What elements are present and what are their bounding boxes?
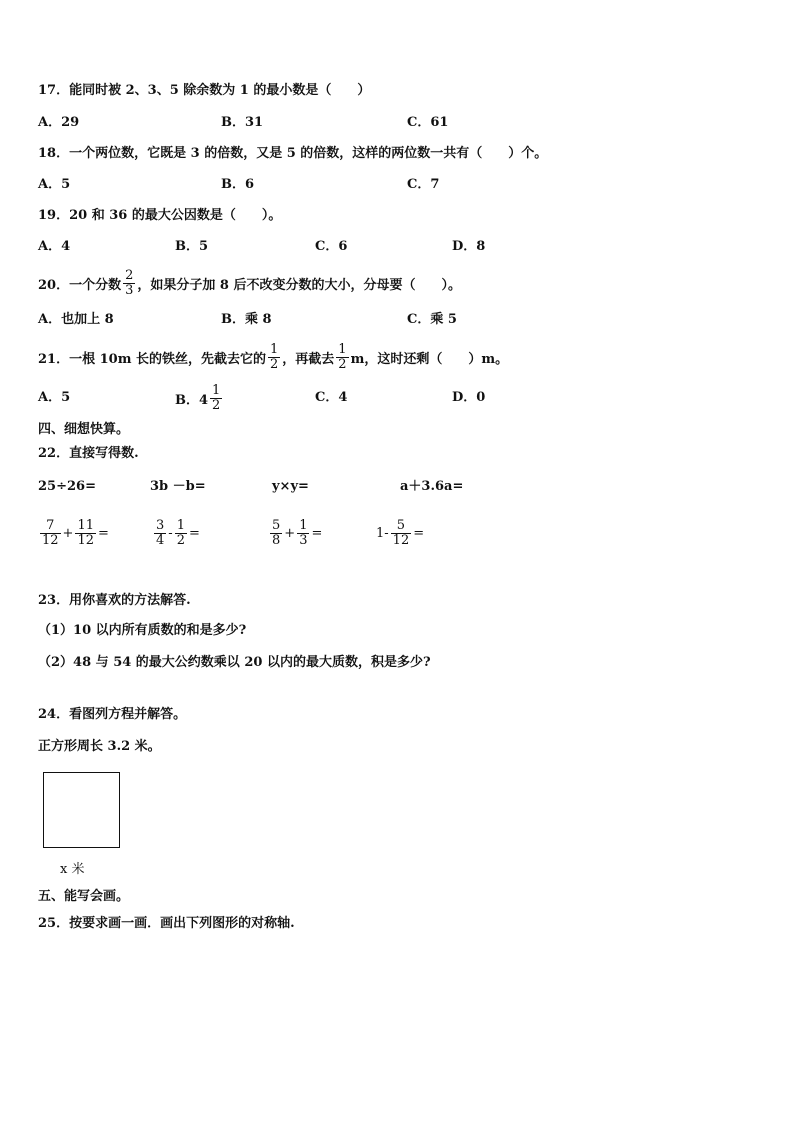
q20-stem [38, 263, 461, 303]
q21-fraction-1 [268, 343, 280, 372]
operator: + [62, 525, 74, 541]
q23-title: 23．用你喜欢的方法解答. [38, 593, 191, 608]
q21-option-a: A．5 [38, 390, 71, 405]
numerator: 5 [396, 517, 406, 533]
q21-stem-middle: ，再截去 [282, 351, 335, 367]
section-5-heading: 五、能写会画。 [38, 889, 130, 904]
q19-option-d: D．8 [452, 239, 486, 254]
q20-option-a: A．也加上 8 [38, 312, 114, 327]
equals-sign: = [311, 525, 323, 541]
q22-expression-2 [152, 513, 200, 553]
operand: 1- [376, 525, 389, 541]
operator: - [168, 525, 173, 541]
numerator: 1 [176, 517, 185, 533]
section-4-heading: 四、细想快算。 [38, 422, 130, 437]
denominator: 12 [42, 532, 59, 548]
q20-stem-end: ，如果分子加 8 后不改变分数的大小，分母要（ ）。 [137, 277, 461, 293]
q21-fraction-2 [336, 343, 348, 372]
numerator: 1 [299, 517, 308, 533]
q21-option-d: D．0 [452, 390, 486, 405]
q17-option-b: B．31 [221, 115, 264, 130]
q21-option-c: C．4 [315, 390, 348, 405]
q20-fraction-denominator: 3 [125, 282, 134, 298]
q21-stem-start: 21．一根 10m 长的铁丝，先截去它的 [38, 351, 266, 367]
q21-option-b-numerator: 1 [212, 382, 221, 398]
q19-option-b: B．5 [175, 239, 209, 254]
q21-fraction-1-denominator: 2 [270, 356, 279, 372]
q21-option-b-whole: B．4 [175, 392, 209, 408]
numerator: 3 [156, 517, 165, 533]
q18-stem: 18．一个两位数，它既是 3 的倍数，又是 5 的倍数，这样的两位数一共有（ ）个。 [38, 146, 548, 161]
q17-stem: 17．能同时被 2、3、5 除余数为 1 的最小数是（ ） [38, 83, 371, 98]
numerator: 5 [272, 517, 281, 533]
denominator: 8 [272, 532, 281, 548]
q19-option-a: A．4 [38, 239, 71, 254]
q18-option-b: B．6 [221, 177, 255, 192]
q22-expression-1 [38, 513, 109, 553]
equals-sign: = [413, 525, 425, 541]
denominator: 4 [156, 532, 165, 548]
q24-title: 24．看图列方程并解答。 [38, 707, 187, 722]
q23-part-1: （1）10 以内所有质数的和是多少? [38, 623, 247, 638]
square-figure [43, 772, 120, 848]
denominator: 2 [176, 532, 185, 548]
square-side-label: x 米 [60, 862, 85, 877]
q22-expression-4 [376, 513, 424, 553]
q24-subtitle: 正方形周长 3.2 米。 [38, 739, 161, 754]
q22-item-2: 3b －b= [150, 479, 206, 494]
q21-fraction-2-numerator: 1 [338, 341, 347, 357]
q21-option-b-fraction [210, 384, 222, 413]
equals-sign: = [188, 525, 200, 541]
q22-item-1: 25÷26= [38, 479, 96, 494]
q19-stem: 19．20 和 36 的最大公因数是（ ）。 [38, 208, 282, 223]
numerator: 7 [46, 517, 55, 533]
denominator: 12 [77, 532, 94, 548]
q22-expression-3 [268, 513, 322, 553]
q21-option-b-denominator: 2 [212, 397, 221, 413]
q20-fraction [123, 269, 135, 298]
q20-option-b: B．乘 8 [221, 312, 272, 327]
q20-fraction-numerator: 2 [125, 267, 134, 283]
q21-stem [38, 337, 508, 377]
q22-title: 22．直接写得数. [38, 446, 139, 461]
q17-option-a: A．29 [38, 115, 80, 130]
q22-item-4: a＋3.6a= [400, 479, 464, 494]
q18-option-c: C．7 [407, 177, 440, 192]
q21-fraction-2-denominator: 2 [338, 356, 347, 372]
operator: + [284, 525, 296, 541]
q19-option-c: C．6 [315, 239, 348, 254]
q17-option-c: C．61 [407, 115, 449, 130]
q25-stem: 25．按要求画一画．画出下列图形的对称轴. [38, 916, 295, 931]
q21-stem-end: m，这时还剩（ ）m。 [350, 351, 509, 367]
q23-part-2: （2）48 与 54 的最大公约数乘以 20 以内的最大质数，积是多少? [38, 655, 431, 670]
q20-option-c: C．乘 5 [407, 312, 457, 327]
q21-option-b [175, 380, 224, 416]
q18-option-a: A．5 [38, 177, 71, 192]
q20-stem-start: 20．一个分数 [38, 277, 122, 293]
numerator: 11 [77, 517, 94, 533]
equals-sign: = [98, 525, 109, 541]
denominator: 12 [392, 532, 410, 548]
denominator: 3 [299, 532, 308, 548]
q21-fraction-1-numerator: 1 [270, 341, 279, 357]
q22-item-3: y×y= [272, 479, 309, 494]
